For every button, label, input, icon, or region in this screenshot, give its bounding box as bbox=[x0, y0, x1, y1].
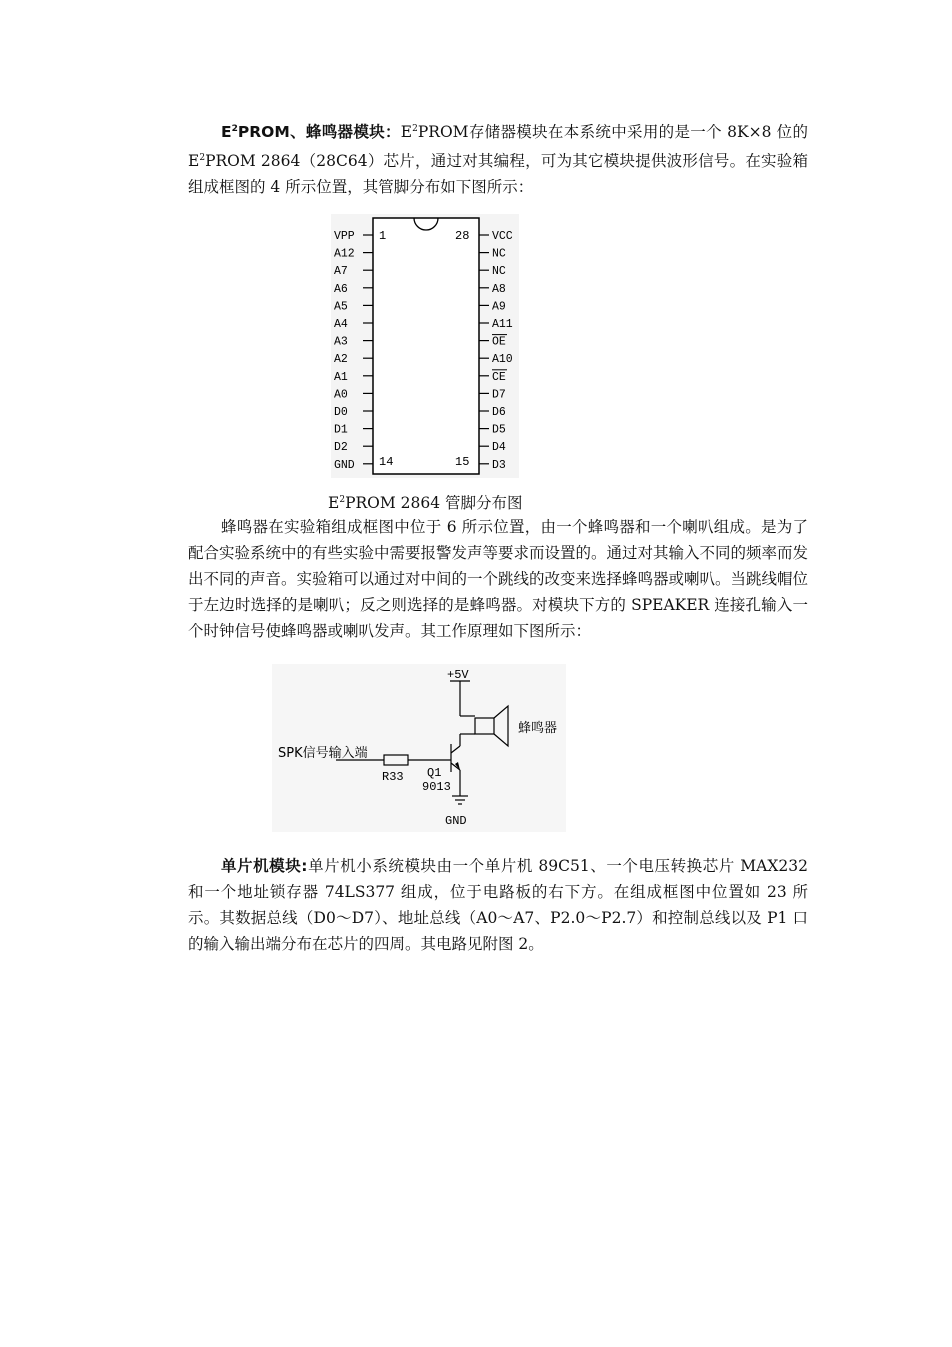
left-pin-label: A3 bbox=[334, 335, 348, 349]
right-pin-label: D7 bbox=[492, 388, 506, 402]
transistor-model-label: 9013 bbox=[422, 780, 451, 794]
left-pin-label: D0 bbox=[334, 406, 348, 419]
pin-number-14: 14 bbox=[379, 455, 394, 469]
right-pin-label: CE bbox=[492, 370, 506, 384]
spk-input-label: SPK信号输入端 bbox=[278, 746, 368, 761]
vcc-label: +5V bbox=[447, 668, 469, 682]
left-pin-label: GND bbox=[334, 458, 355, 472]
left-pin-label: D2 bbox=[334, 441, 348, 455]
mcu-paragraph: 单片机模块:单片机小系统模块由一个单片机 89C51、一个电压转换芯片 MAX232 和一个地址锁存器 74LS377 组成，位于电路板的右下方。在组成框图中位置如 23 所示。其数据总线（D0～D7）、地址总线（A0～A7、P2.0～P2.7）和控制总线以及 P1 口的输入输出端分布在芯片的四周。其电路见附图 2。 bbox=[188, 857, 808, 953]
right-pin-label: A11 bbox=[492, 318, 513, 331]
left-pin-label: A7 bbox=[334, 265, 348, 279]
left-pin-label: A1 bbox=[334, 370, 348, 384]
pin-number-28: 28 bbox=[455, 229, 470, 243]
left-pin-label: A12 bbox=[334, 247, 355, 261]
right-pin-label: VCC bbox=[492, 230, 513, 243]
buzzer-circuit-diagram bbox=[272, 664, 566, 832]
left-pin-label: A5 bbox=[334, 300, 348, 314]
buzzer-paragraph: 蜂鸣器在实验箱组成框图中位于 6 所示位置，由一个蜂鸣器和一个喇叭组成。是为了配合实验系统中的有些实验中需要报警发声等要求而设置的。通过对其输入不同的频率而发出不同的声音。实验箱可以通过对中间的一个跳线的改变来选择蜂鸣器或喇叭。当跳线帽位于左边时选择的是喇叭；反之则选择的是蜂鸣器。对模块下方的 SPEAKER 连接孔输入一个时钟信号使蜂鸣器或喇叭发声。其工作原理如下图所示： bbox=[188, 518, 809, 640]
resistor-label: R33 bbox=[382, 770, 404, 784]
left-pin-label: A2 bbox=[334, 353, 348, 367]
right-pin-label: D4 bbox=[492, 441, 506, 455]
eprom-intro-paragraph: $E^2PROM$、蜂鸣器模块：$E^2PROM$存储器模块在本系统中采用的是一个 8K×8 位的$E^2PROM$ 2864（28C64）芯片，通过对其编程，可为其它模块提供波形信号。在实验箱组成框图的 4 所示位置，其管脚分布如下图所示： bbox=[188, 123, 808, 197]
section-heading-eprom: $E^2PROM$、蜂鸣器模块： bbox=[221, 123, 401, 142]
buzzer-label: 蜂鸣器 bbox=[518, 721, 558, 736]
right-pin-label: D3 bbox=[492, 458, 506, 472]
right-pin-label: NC bbox=[492, 265, 506, 279]
pin-number-15: 15 bbox=[455, 455, 470, 469]
right-pin-label: A10 bbox=[492, 353, 513, 367]
right-pin-label: NC bbox=[492, 247, 506, 261]
gnd-label: GND bbox=[445, 814, 467, 828]
right-pin-label: D6 bbox=[492, 406, 506, 419]
right-pin-label: D5 bbox=[492, 423, 506, 437]
pinout-caption: $E^2PROM$ 2864 管脚分布图 bbox=[328, 494, 523, 513]
right-pin-label: OE bbox=[492, 335, 506, 349]
left-pin-label: A4 bbox=[334, 318, 348, 331]
right-pin-label: A9 bbox=[492, 300, 506, 314]
left-pin-label: A0 bbox=[334, 388, 348, 402]
left-pin-label: D1 bbox=[334, 423, 348, 437]
left-pin-label: VPP bbox=[334, 230, 355, 243]
eprom-pinout-diagram bbox=[331, 214, 519, 478]
pin-number-1: 1 bbox=[379, 229, 387, 243]
right-pin-label: A8 bbox=[492, 282, 506, 296]
left-pin-label: A6 bbox=[334, 282, 348, 296]
transistor-label: Q1 bbox=[427, 766, 442, 780]
section-heading-mcu: 单片机模块: bbox=[221, 857, 308, 875]
